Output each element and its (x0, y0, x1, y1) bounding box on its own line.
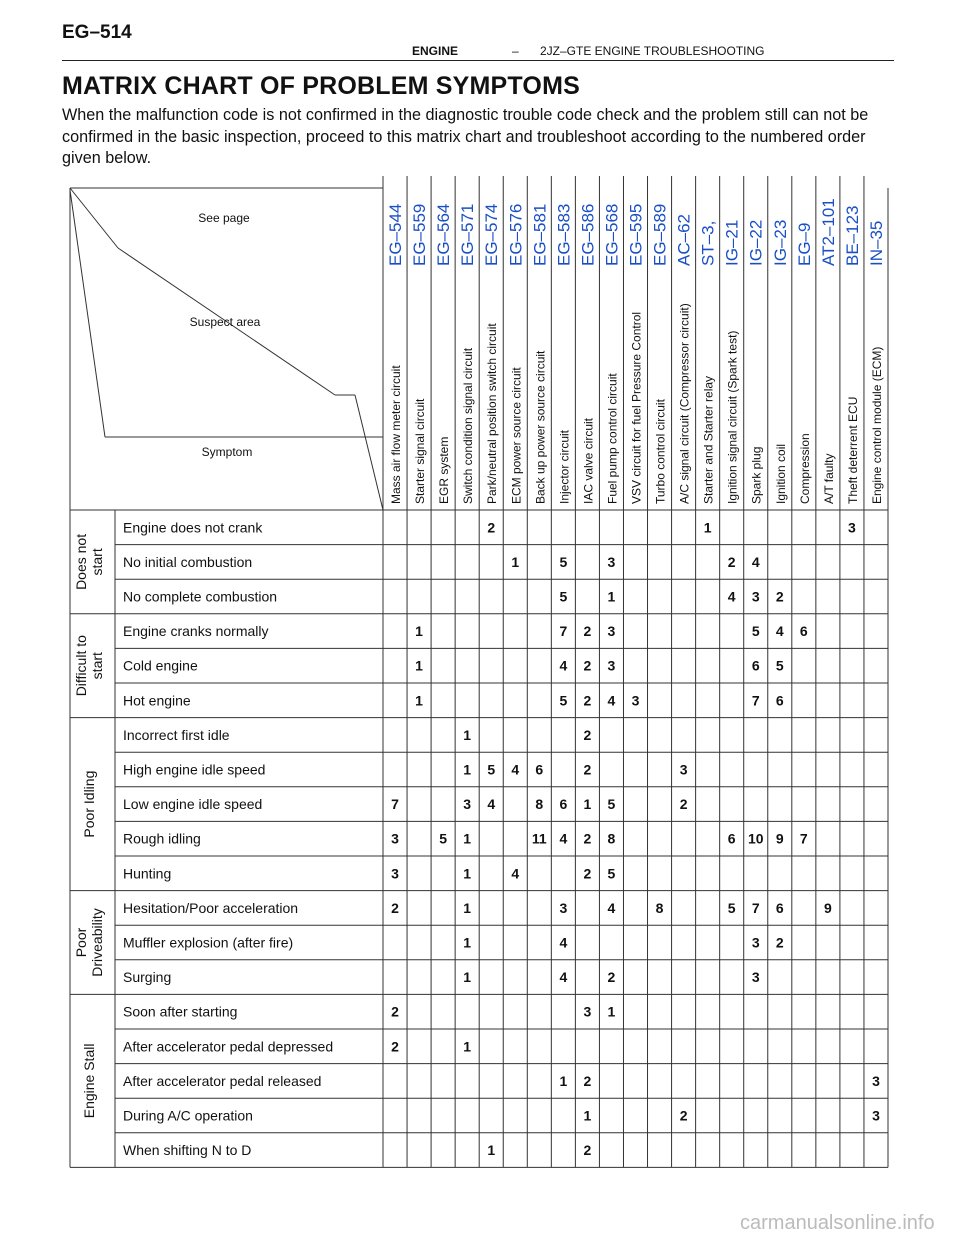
suspect-area-name: Theft deterrent ECU (845, 396, 860, 504)
header-section: ENGINE (412, 44, 459, 58)
symptom-row-label: Engine does not crank (123, 519, 263, 536)
priority-number: 2 (391, 1038, 399, 1055)
priority-number: 4 (487, 796, 496, 813)
priority-number: 4 (607, 899, 616, 916)
priority-number: 3 (631, 692, 640, 709)
priority-number: 4 (775, 623, 784, 640)
see-page-ref: EG–576 (506, 203, 526, 266)
symptom-row-label: After accelerator pedal depressed (123, 1038, 334, 1055)
priority-number: 3 (607, 657, 616, 674)
symptom-row-label: No complete combustion (123, 588, 278, 605)
priority-number: 3 (751, 588, 760, 605)
symptom-row-label: After accelerator pedal released (123, 1072, 322, 1089)
see-page-ref: EG–559 (410, 203, 430, 266)
priority-number: 5 (607, 796, 616, 813)
priority-number: 4 (559, 969, 568, 986)
priority-number: 5 (751, 623, 760, 640)
see-page-ref: EG–564 (434, 203, 454, 266)
suspect-area-name: Starter and Starter relay (701, 375, 716, 504)
priority-number: 3 (751, 969, 760, 986)
priority-number: 2 (583, 830, 592, 847)
priority-number: 9 (823, 899, 832, 916)
priority-number: 7 (799, 830, 808, 847)
priority-number: 2 (583, 692, 592, 709)
priority-number: 1 (703, 519, 712, 536)
suspect-area-name: Starter signal circuit (413, 398, 428, 504)
priority-number: 7 (751, 692, 760, 709)
priority-number: 3 (607, 553, 616, 570)
priority-number: 5 (559, 588, 568, 605)
symptom-row-label: Incorrect first idle (123, 726, 230, 743)
symptom-group-label: start (89, 652, 105, 680)
see-page-ref: EG–595 (626, 203, 646, 266)
see-page-ref: IN–35 (866, 220, 886, 266)
suspect-area-name: Ignition signal circuit (Spark test) (725, 330, 740, 504)
priority-number: 8 (607, 830, 616, 847)
priority-number: 6 (775, 692, 784, 709)
suspect-area-name: Turbo control circuit (653, 399, 668, 504)
priority-number: 6 (799, 623, 808, 640)
priority-number: 8 (655, 899, 664, 916)
priority-number: 9 (775, 830, 784, 847)
symptom-row-label: Hesitation/Poor acceleration (123, 899, 299, 916)
see-page-label: See page (198, 211, 250, 225)
priority-number: 4 (559, 934, 568, 951)
priority-number: 1 (415, 623, 423, 640)
priority-number: 2 (727, 553, 736, 570)
symptom-row-label: Soon after starting (123, 1003, 238, 1020)
priority-number: 4 (511, 865, 520, 882)
see-page-ref: ST–3, (698, 220, 718, 266)
header-diagonal (70, 190, 105, 437)
suspect-area-name: EGR system (437, 436, 452, 504)
priority-number: 2 (391, 1003, 399, 1020)
priority-number: 1 (583, 796, 592, 813)
symptom-row-label: Cold engine (123, 657, 198, 674)
priority-number: 4 (559, 830, 568, 847)
priority-number: 1 (463, 969, 472, 986)
priority-number: 3 (607, 623, 616, 640)
see-page-ref: BE–123 (842, 205, 862, 266)
symptom-row-label: Hot engine (123, 692, 191, 709)
priority-number: 2 (607, 969, 616, 986)
priority-number: 1 (415, 692, 423, 709)
priority-number: 3 (559, 899, 568, 916)
priority-number: 2 (583, 761, 592, 778)
see-page-ref: EG–589 (650, 203, 670, 266)
suspect-area-name: Compression (797, 433, 812, 504)
priority-number: 3 (848, 519, 856, 536)
priority-number: 11 (531, 830, 547, 847)
priority-number: 5 (439, 830, 448, 847)
suspect-area-name: Engine control module (ECM) (869, 346, 884, 504)
symptom-group-label: Does not (73, 533, 89, 590)
priority-number: 4 (727, 588, 736, 605)
suspect-area-name: A/T faulty (821, 453, 836, 504)
see-page-ref: IG–22 (746, 219, 766, 266)
priority-number: 5 (775, 657, 784, 674)
see-page-ref: EG–581 (530, 203, 550, 266)
see-page-ref: EG–583 (554, 203, 574, 266)
priority-number: 2 (583, 865, 592, 882)
priority-number: 6 (559, 796, 568, 813)
suspect-area-name: Mass air flow meter circuit (389, 365, 404, 504)
priority-number: 4 (511, 761, 520, 778)
suspect-area-name: IAC valve circuit (581, 417, 596, 504)
suspect-area-name: Injector circuit (557, 429, 572, 504)
priority-number: 1 (415, 657, 423, 674)
priority-number: 4 (559, 657, 568, 674)
priority-number: 5 (559, 692, 568, 709)
priority-number: 3 (583, 1003, 592, 1020)
symptom-row-label: Hunting (123, 865, 172, 882)
priority-number: 2 (679, 1107, 688, 1124)
priority-number: 4 (751, 553, 760, 570)
priority-number: 1 (463, 934, 472, 951)
symptom-group-label: start (89, 548, 105, 576)
priority-number: 2 (583, 623, 592, 640)
suspect-area-name: Switch condition signal circuit (461, 347, 476, 504)
page-title: MATRIX CHART OF PROBLEM SYMPTOMS (62, 72, 580, 100)
priority-number: 1 (463, 1038, 472, 1055)
see-page-ref: EG–568 (602, 203, 622, 266)
suspect-area-name: Ignition coil (773, 443, 788, 504)
priority-number: 3 (391, 830, 399, 847)
priority-number: 10 (747, 830, 764, 847)
see-page-ref: AC–62 (674, 214, 694, 266)
priority-number: 2 (391, 899, 399, 916)
priority-number: 3 (872, 1107, 880, 1124)
priority-number: 1 (463, 830, 472, 847)
symptom-row-label: Engine cranks normally (123, 623, 269, 640)
priority-number: 6 (775, 899, 784, 916)
priority-number: 6 (727, 830, 736, 847)
suspect-area-name: A/C signal circuit (Compressor circuit) (677, 303, 692, 504)
suspect-area-name: Spark plug (749, 446, 764, 504)
suspect-area-name: ECM power source circuit (509, 367, 524, 504)
symptom-group-label: Difficult to (73, 635, 89, 697)
priority-number: 5 (727, 899, 736, 916)
symptom-row-label: High engine idle speed (123, 761, 266, 778)
symptom-row-label: When shifting N to D (123, 1142, 252, 1159)
symptom-row-label: Rough idling (123, 830, 201, 847)
page-code: EG–514 (62, 22, 132, 43)
priority-number: 5 (559, 553, 568, 570)
priority-number: 2 (775, 934, 784, 951)
suspect-area-name: Fuel pump control circuit (605, 373, 620, 504)
symptom-label: Symptom (201, 445, 253, 459)
priority-number: 2 (487, 519, 496, 536)
priority-number: 2 (775, 588, 784, 605)
see-page-ref: EG–9 (794, 222, 814, 266)
priority-number: 6 (535, 761, 544, 778)
suspect-area-name: Park/neutral position switch circuit (485, 323, 500, 504)
see-page-ref: EG–574 (482, 203, 502, 266)
priority-number: 2 (583, 657, 592, 674)
suspect-area-name: VSV circuit for fuel Pressure Control (629, 311, 644, 504)
priority-number: 1 (607, 588, 616, 605)
priority-number: 1 (487, 1142, 496, 1159)
header-diagonal (355, 395, 383, 510)
priority-number: 2 (679, 796, 688, 813)
priority-number: 1 (583, 1107, 592, 1124)
symptom-group-label: Engine Stall (81, 1043, 97, 1119)
priority-number: 8 (535, 796, 544, 813)
priority-number: 3 (463, 796, 472, 813)
see-page-ref: IG–23 (770, 219, 790, 266)
symptom-group-label: Driveability (89, 908, 105, 977)
watermark: carmanualsonline.info (740, 1212, 935, 1234)
priority-number: 3 (391, 865, 399, 882)
header-separator: – (512, 44, 519, 58)
symptom-row-label: Surging (123, 969, 172, 986)
priority-number: 6 (751, 657, 760, 674)
priority-number: 5 (607, 865, 616, 882)
see-page-ref: EG–571 (458, 203, 478, 266)
symptom-row-label: Low engine idle speed (123, 796, 263, 813)
priority-number: 1 (511, 553, 520, 570)
priority-number: 2 (583, 1142, 592, 1159)
priority-number: 2 (583, 726, 592, 743)
see-page-ref: EG–544 (386, 203, 406, 266)
symptom-group-label: Poor (73, 927, 89, 958)
priority-number: 4 (607, 692, 616, 709)
priority-number: 7 (751, 899, 760, 916)
see-page-ref: AT2–101 (818, 198, 838, 266)
priority-number: 1 (463, 899, 472, 916)
header-subsection: 2JZ–GTE ENGINE TROUBLESHOOTING (540, 44, 765, 58)
symptom-group-label: Poor Idling (81, 770, 97, 838)
priority-number: 7 (559, 623, 568, 640)
priority-number: 5 (487, 761, 496, 778)
suspect-area-label: Suspect area (189, 315, 261, 329)
priority-number: 2 (583, 1072, 592, 1089)
priority-number: 1 (559, 1072, 568, 1089)
symptom-row-label: Muffler explosion (after fire) (123, 934, 294, 951)
priority-number: 7 (391, 796, 399, 813)
symptom-row-label: No initial combustion (123, 553, 253, 570)
suspect-area-name: Back up power source circuit (533, 350, 548, 504)
symptom-row-label: During A/C operation (123, 1107, 253, 1124)
priority-number: 1 (463, 726, 472, 743)
priority-number: 1 (607, 1003, 616, 1020)
priority-number: 3 (679, 761, 688, 778)
priority-number: 1 (463, 865, 472, 882)
intro-paragraph: When the malfunction code is not confirmed in the diagnostic trouble code check and the problem still can not be confirmed in the basic inspection, proceed to this matrix chart and troubleshoot according to the numbered order given below. (62, 106, 869, 167)
see-page-ref: EG–586 (578, 203, 598, 266)
see-page-ref: IG–21 (722, 219, 742, 266)
priority-number: 3 (872, 1072, 880, 1089)
priority-number: 3 (751, 934, 760, 951)
priority-number: 1 (463, 761, 472, 778)
